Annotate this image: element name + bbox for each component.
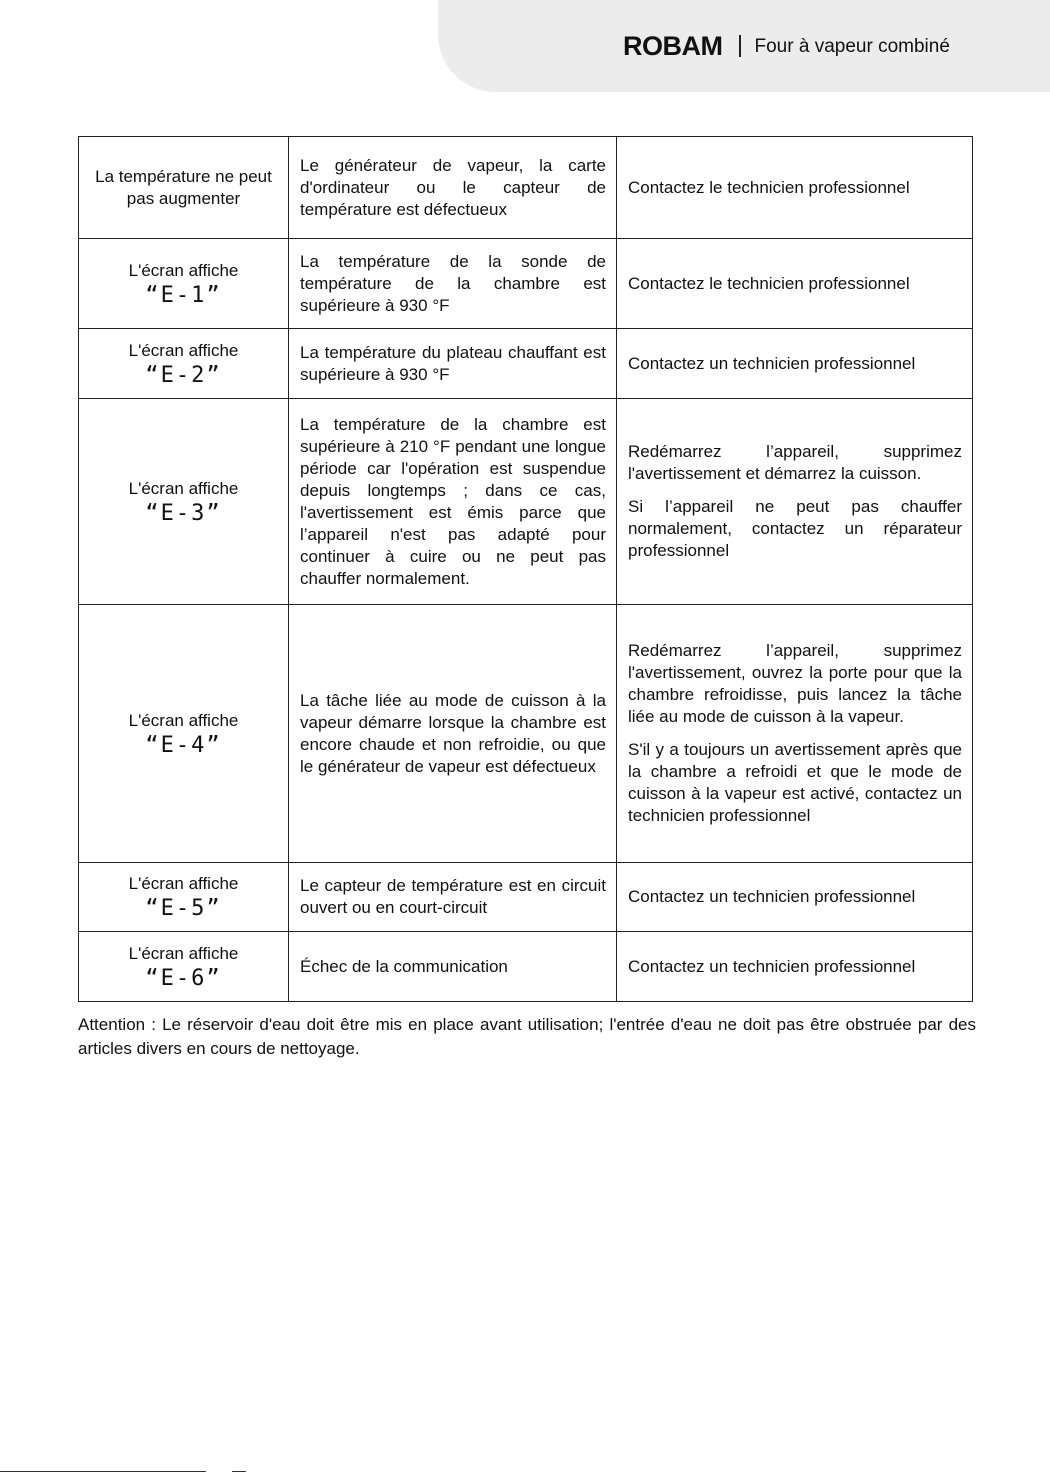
cause-text: La température de la chambre est supérieure à 210 °F pendant une longue période car l'opération est suspendue depuis longtemps ; dans ce cas, l'avertissement est émis parce que l’appareil n'est pas adapté pour continuer à cuire ou ne peut pas chauffer normalement.: [300, 414, 606, 588]
symptom-text: L'écran affiche: [128, 340, 239, 360]
brand-header: [623, 30, 950, 62]
error-code: “E-3”: [145, 500, 222, 526]
symptom-cell: [79, 932, 289, 1002]
attention-note: Attention : Le réservoir d'eau doit être mis en place avant utilisation; l'entrée d'eau ne doit pas être obstruée par des articles divers en cours de nettoyage.: [78, 1015, 976, 1058]
cause-cell: [289, 605, 617, 863]
symptom-cell: [79, 399, 289, 605]
solution-text: Contactez un technicien professionnel: [628, 956, 916, 976]
solution-text: Redémarrez l’appareil, supprimez l'avertissement et démarrez la cuisson.: [628, 442, 962, 483]
symptom-text: La température ne peut pas augmenter: [95, 166, 272, 208]
symptom-cell: [79, 239, 289, 329]
cause-cell: [289, 329, 617, 399]
footer-rule: [0, 1471, 206, 1472]
error-code: “E-4”: [145, 732, 222, 758]
cause-cell: [289, 239, 617, 329]
cause-text: La tâche liée au mode de cuisson à la vapeur démarre lorsque la chambre est encore chaude et non refroidie, ou que le générateur de vapeur est défectueux: [300, 690, 606, 776]
cause-cell: [289, 863, 617, 932]
brand-logo: ROBAM: [623, 30, 723, 61]
footer-mark: [232, 1471, 246, 1472]
symptom-text: L'écran affiche: [128, 874, 239, 893]
table-row: [79, 399, 973, 605]
table-row: [79, 863, 973, 932]
cause-cell: [289, 137, 617, 239]
error-code: “E-2”: [145, 362, 222, 388]
symptom-cell: [79, 329, 289, 399]
symptom-text: L'écran affiche: [128, 260, 239, 280]
symptom-text: L'écran affiche: [128, 478, 239, 498]
solution-text: Contactez le technicien professionnel: [628, 273, 910, 293]
symptom-cell: [79, 863, 289, 932]
cause-text: La température de la sonde de température de la chambre est supérieure à 930 °F: [300, 251, 606, 315]
product-name: Four à vapeur combiné: [754, 35, 950, 57]
cause-text: Le capteur de température est en circuit ouvert ou en court-circuit: [300, 876, 606, 917]
solution-text: Contactez le technicien professionnel: [628, 177, 910, 197]
error-code: “E-1”: [145, 282, 222, 308]
solution-text: Redémarrez l’appareil, supprimez l'avertissement, ouvrez la porte pour que la chambre refroidisse, puis lancez la tâche liée au mode de cuisson à la vapeur.: [628, 641, 962, 726]
symptom-text: L'écran affiche: [128, 710, 239, 730]
error-code: “E-6”: [145, 965, 222, 991]
solution-text: S'il y a toujours un avertissement après que la chambre a refroidi et que le mode de cuisson à la vapeur est activé, contactez un technicien professionnel: [628, 740, 962, 825]
symptom-cell: [79, 605, 289, 863]
error-code: “E-5”: [145, 896, 222, 921]
solution-cell: [617, 329, 973, 399]
table-row: [79, 605, 973, 863]
solution-text: Contactez un technicien professionnel: [628, 887, 916, 906]
solution-cell: [617, 399, 973, 605]
cause-cell: [289, 932, 617, 1002]
solution-cell: [617, 239, 973, 329]
table-row: [79, 239, 973, 329]
solution-text: Contactez un technicien professionnel: [628, 353, 916, 373]
symptom-text: L'écran affiche: [128, 943, 239, 963]
cause-text: Le générateur de vapeur, la carte d'ordinateur ou le capteur de température est défectueux: [300, 155, 606, 219]
cause-cell: [289, 399, 617, 605]
table-row: [79, 932, 973, 1002]
table-row: [79, 137, 973, 239]
solution-cell: [617, 932, 973, 1002]
solution-cell: [617, 137, 973, 239]
brand-separator: [739, 35, 741, 57]
cause-text: Échec de la communication: [300, 956, 508, 976]
table-row: [79, 329, 973, 399]
symptom-cell: [79, 137, 289, 239]
troubleshooting-table: [78, 136, 973, 1002]
solution-text: Si l’appareil ne peut pas chauffer normalement, contactez un réparateur professionnel: [628, 497, 962, 560]
cause-text: La température du plateau chauffant est supérieure à 930 °F: [300, 342, 606, 384]
solution-cell: [617, 863, 973, 932]
solution-cell: [617, 605, 973, 863]
